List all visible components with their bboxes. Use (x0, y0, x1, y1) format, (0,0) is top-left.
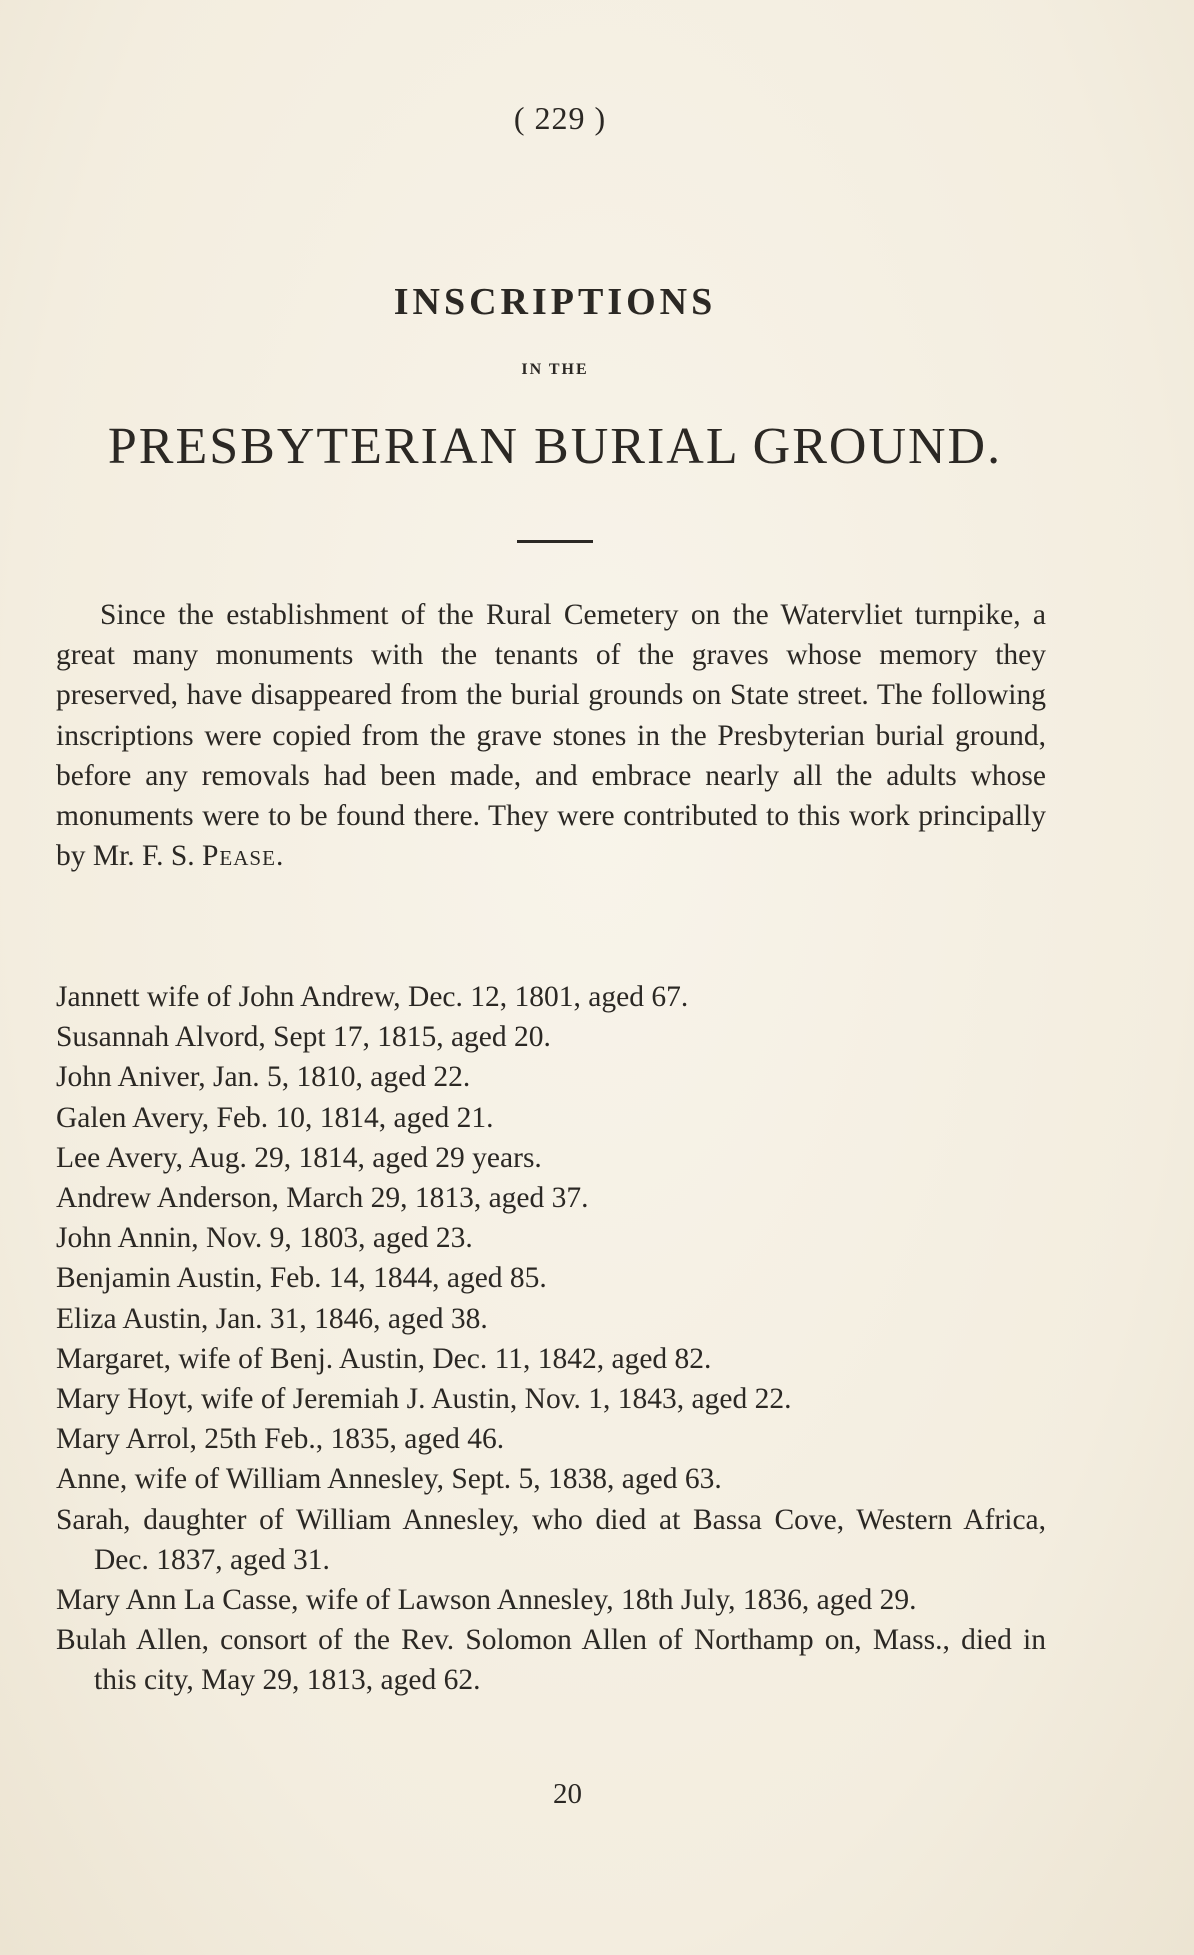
title: INSCRIPTIONS (393, 281, 717, 323)
inscription-entry: Jannett wife of John Andrew, Dec. 12, 1801, aged 67. (56, 981, 689, 1013)
subtitle: IN THE (521, 361, 589, 378)
inscription-entry: Margaret, wife of Benj. Austin, Dec. 11, 1842, aged 82. (56, 1342, 712, 1375)
inscription-entry: John Aniver, Jan. 5, 1810, aged 22. (56, 1061, 471, 1094)
inscription-list (56, 977, 1046, 1701)
inscription-entry: Galen Avery, Feb. 10, 1814, aged 21. (56, 1101, 494, 1134)
intro-paragraph (56, 595, 1046, 876)
inscription-entry: Andrew Anderson, March 29, 1813, aged 37. (56, 1182, 589, 1215)
inscription-entry: Eliza Austin, Jan. 31, 1846, aged 38. (56, 1302, 488, 1335)
contributor-name: Pease (202, 840, 276, 873)
inscription-entry: Lee Avery, Aug. 29, 1814, aged 29 years. (56, 1141, 542, 1174)
intro-end: . (275, 840, 284, 873)
inscription-entry: Anne, wife of William Annesley, Sept. 5, 1838, aged 63. (56, 1463, 722, 1496)
inscription-entry: Mary Arrol, 25th Feb., 1835, aged 46. (56, 1423, 505, 1456)
inscription-entry: Benjamin Austin, Feb. 14, 1844, aged 85. (56, 1262, 547, 1295)
inscription-entry: Mary Hoyt, wife of Jeremiah J. Austin, Nov. 1, 1843, aged 22. (56, 1383, 792, 1416)
intro-text: Since the establishment of the Rural Cemetery on the Watervliet turnpike, a great many monuments with the tenants of the graves whose memory they preserved, have disappeared from the burial grounds on State street. The following inscriptions were copied from the grave stones in the Presbyterian burial ground, before any removals had been made, and embrace nearly all the adults whose monuments were to be found there. They were contributed to this work principally by Mr. F. S. (56, 599, 1046, 873)
inscription-entry: Mary Ann La Casse, wife of Lawson Annesley, 18th July, 1836, aged 29. (56, 1584, 917, 1617)
page-number: ( 229 ) (513, 100, 607, 136)
inscription-entry: Sarah, daughter of William Annesley, who died at Bassa Cove, Western Africa, Dec. 1837, aged 31. (56, 1503, 1046, 1576)
inscription-entry: John Annin, Nov. 9, 1803, aged 23. (56, 1222, 473, 1255)
divider-rule (517, 540, 593, 543)
signature-mark: 20 (553, 1778, 582, 1810)
heading: PRESBYTERIAN BURIAL GROUND. (107, 418, 1003, 475)
inscription-entry: Susannah Alvord, Sept 17, 1815, aged 20. (56, 1021, 551, 1054)
inscription-entry: Bulah Allen, consort of the Rev. Solomon Allen of Northamp on, Mass., died in this city, May 29, 1813, aged 62. (56, 1624, 1046, 1697)
